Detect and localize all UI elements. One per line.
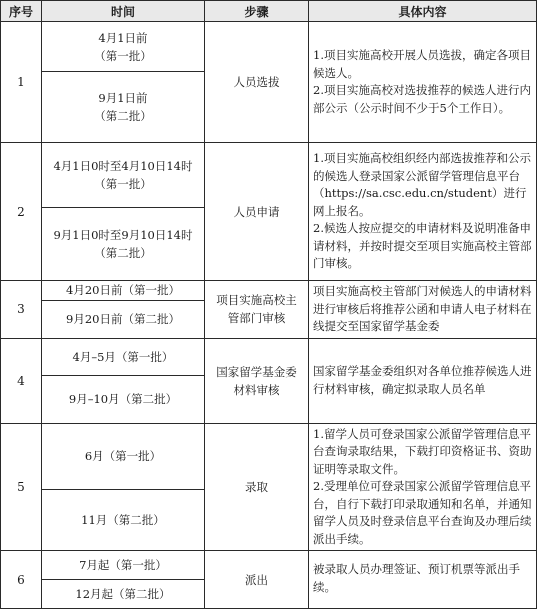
batch-text: （第二批） <box>94 246 152 260</box>
header-step: 步骤 <box>205 1 309 22</box>
step-text: 国家留学基金委 <box>216 364 297 379</box>
row-number: 2 <box>1 143 42 281</box>
time-cell: 9月20日前（第二批） <box>42 300 205 338</box>
time-cell <box>42 143 205 208</box>
time-cell: 4月20日前（第一批） <box>42 281 205 301</box>
step-cell: 派出 <box>205 551 309 609</box>
time-text: 9月1日0时至9月10日14时 <box>53 228 193 242</box>
time-cell: 9月–10月（第二批） <box>42 375 205 423</box>
header-time: 时间 <box>42 1 205 22</box>
row-number: 4 <box>1 338 42 423</box>
step-cell: 人员申请 <box>205 143 309 281</box>
row-number: 6 <box>1 551 42 609</box>
row-number: 5 <box>1 423 42 551</box>
details-cell <box>309 143 537 281</box>
time-cell <box>42 208 205 281</box>
details-cell <box>309 22 537 143</box>
details-paragraph: 2.受理单位可登录国家公派留学管理信息平台，自行下载打印录取通知和名单，并通知留学人员及时登录信息平台查询及办理后续派出手续。 <box>313 479 532 546</box>
time-text: 9月1日前 <box>98 91 148 105</box>
time-cell: 11月（第二批） <box>42 489 205 550</box>
step-cell <box>205 338 309 423</box>
details-cell: 项目实施高校主管部门对候选人的申请材料进行审核后将推荐公函和申请人电子材料在线提交至国家留学基金委 <box>309 281 537 339</box>
row-number: 1 <box>1 22 42 143</box>
step-text: 材料审核 <box>233 382 280 397</box>
table-row <box>1 423 537 489</box>
time-cell: 4月–5月（第一批） <box>42 338 205 375</box>
header-details: 具体内容 <box>309 1 537 22</box>
time-text: 4月1日0时至4月10日14时 <box>53 159 193 173</box>
table-row <box>1 338 537 375</box>
time-cell: 6月（第一批） <box>42 423 205 489</box>
header-serial-number: 序号 <box>1 1 42 22</box>
details-paragraph: 1.项目实施高校组织经内部选拔推荐和公示的候选人登录国家公派留学管理信息平台（https://sa.csc.edu.cn/student）进行网上报名。 <box>313 151 531 218</box>
step-cell: 录取 <box>205 423 309 551</box>
batch-text: （第二批） <box>94 109 152 123</box>
table-row <box>1 22 537 72</box>
time-cell: 12月起（第二批） <box>42 580 205 609</box>
step-text: 管部门审核 <box>227 311 286 326</box>
step-text: 项目实施高校主 <box>216 293 297 308</box>
table-row <box>1 551 537 580</box>
row-number: 3 <box>1 281 42 339</box>
table-header-row <box>1 1 537 22</box>
batch-text: （第一批） <box>94 177 152 191</box>
time-cell <box>42 72 205 143</box>
details-cell <box>309 423 537 551</box>
time-cell: 7月起（第一批） <box>42 551 205 580</box>
details-paragraph: 1.留学人员可登录国家公派留学管理信息平台查询录取结果，下载打印资格证书、资助证明等录取文件。 <box>313 426 532 476</box>
step-cell: 人员选拔 <box>205 22 309 143</box>
step-cell <box>205 281 309 339</box>
time-text: 4月1日前 <box>98 30 148 45</box>
details-paragraph: 1.项目实施高校开展人员选拔，确定各项目候选人。 <box>313 48 531 80</box>
details-cell: 被录取人员办理签证、预订机票等派出手续。 <box>309 551 537 609</box>
details-paragraph: 2.项目实施高校对选拔推荐的候选人进行内部公示（公示时间不少于5个工作日）。 <box>313 83 531 115</box>
table-row <box>1 281 537 301</box>
details-paragraph: 2.候选人按应提交的申请材料及说明准备申请材料，并按时提交至项目实施高校主管部门审核。 <box>313 221 532 271</box>
details-cell: 国家留学基金委组织对各单位推荐候选人进行材料审核，确定拟录取人员名单 <box>309 338 537 423</box>
table-row <box>1 143 537 208</box>
time-cell <box>42 22 205 72</box>
batch-text: （第一批） <box>94 48 152 63</box>
